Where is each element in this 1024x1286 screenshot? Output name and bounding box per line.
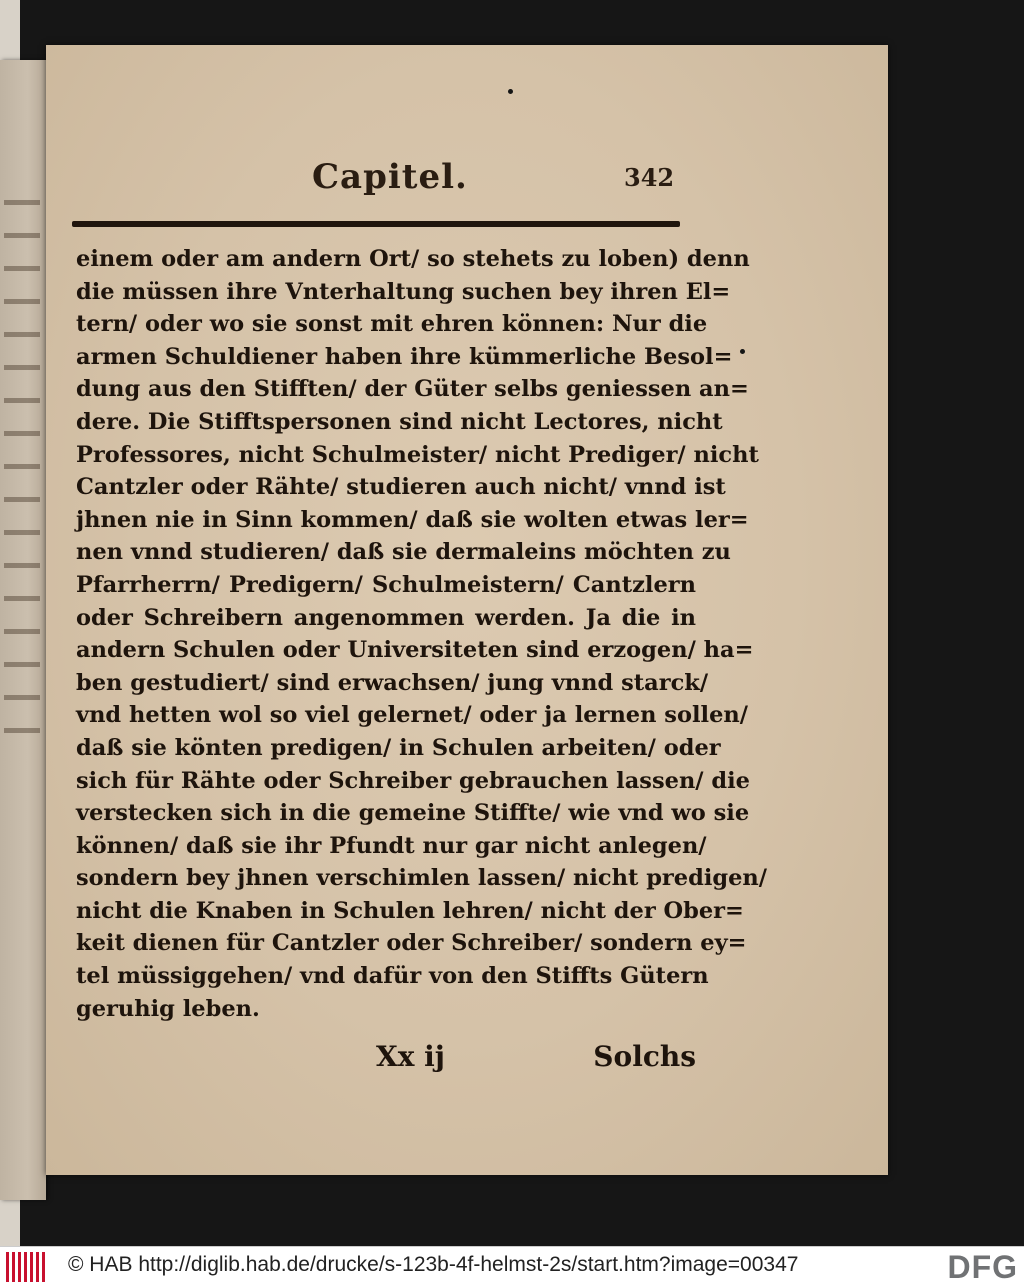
signature-mark: Xx ij — [376, 1040, 445, 1073]
adjacent-page-bleed-text — [4, 200, 40, 760]
book-page — [46, 45, 888, 1175]
text-line: nicht die Knaben in Schulen lehren/ nicht der Ober= — [76, 897, 744, 924]
text-line: die müssen ihre Vnterhaltung suchen bey ihren El= — [76, 278, 731, 305]
text-line: tel müssiggehen/ vnd dafür von den Stiffts Gütern — [76, 963, 709, 990]
page-speck — [740, 349, 745, 354]
text-line: dung aus den Stifften/ der Güter selbs geniessen an= — [76, 376, 749, 403]
barcode-icon — [6, 1252, 48, 1282]
text-line: andern Schulen oder Universiteten sind erzogen/ ha= — [76, 637, 754, 664]
text-line: ben gestudiert/ sind erwachsen/ jung vnnd starck/ — [76, 669, 709, 696]
text-line: Professores, nicht Schulmeister/ nicht Prediger/ nicht — [76, 441, 759, 468]
text-line: einem oder am andern Ort/ so stehets zu loben) denn — [76, 246, 750, 272]
footer-bar — [0, 1246, 1024, 1286]
text-line: Cantzler oder Rähte/ studieren auch nicht/ vnnd ist — [76, 474, 726, 501]
body-text — [76, 243, 768, 1025]
text-line: jhnen nie in Sinn kommen/ daß sie wolten etwas ler= — [76, 506, 749, 533]
text-line: keit dienen für Cantzler oder Schreiber/ sondern ey= — [76, 930, 747, 957]
text-line: sondern bey jhnen verschimlen lassen/ nicht predigen/ — [76, 865, 768, 892]
text-line: vnd hetten wol so viel gelernet/ oder ja lernen sollen/ — [76, 702, 748, 729]
source-credit: © HAB http://diglib.hab.de/drucke/s-123b-4f-helmst-2s/start.htm?image=00347 — [68, 1253, 799, 1276]
adjacent-page-edge — [0, 60, 46, 1200]
header-rule — [72, 221, 680, 227]
text-line: Pfarrherrn/ Predigern/ Schulmeistern/ Cantzlern — [76, 571, 696, 598]
text-line: daß sie könten predigen/ in Schulen arbeiten/ oder — [76, 734, 721, 761]
text-line: geruhig leben. — [76, 995, 260, 1022]
text-line: oder Schreibern angenommen werden. Ja die in — [76, 604, 696, 631]
dfg-logo: DFG — [947, 1249, 1018, 1285]
text-line: verstecken sich in die gemeine Stiffte/ wie vnd wo sie — [76, 800, 750, 827]
page-number: 342 — [624, 163, 675, 192]
text-line: armen Schuldiener haben ihre kümmerliche Besol= — [76, 343, 733, 370]
text-line: sich für Rähte oder Schreiber gebrauchen lassen/ die — [76, 767, 750, 794]
text-line: dere. Die Stifftspersonen sind nicht Lectores, nicht — [76, 408, 723, 435]
chapter-title: Capitel. — [312, 157, 468, 197]
running-header — [46, 157, 888, 207]
catchword: Solchs — [593, 1040, 696, 1073]
text-line: tern/ oder wo sie sonst mit ehren können: Nur die — [76, 311, 708, 338]
text-line: können/ daß sie ihr Pfundt nur gar nicht anlegen/ — [76, 832, 707, 859]
catch-line — [76, 1040, 696, 1080]
text-line: nen vnnd studieren/ daß sie dermaleins möchten zu — [76, 539, 731, 566]
page-speck — [508, 89, 513, 94]
